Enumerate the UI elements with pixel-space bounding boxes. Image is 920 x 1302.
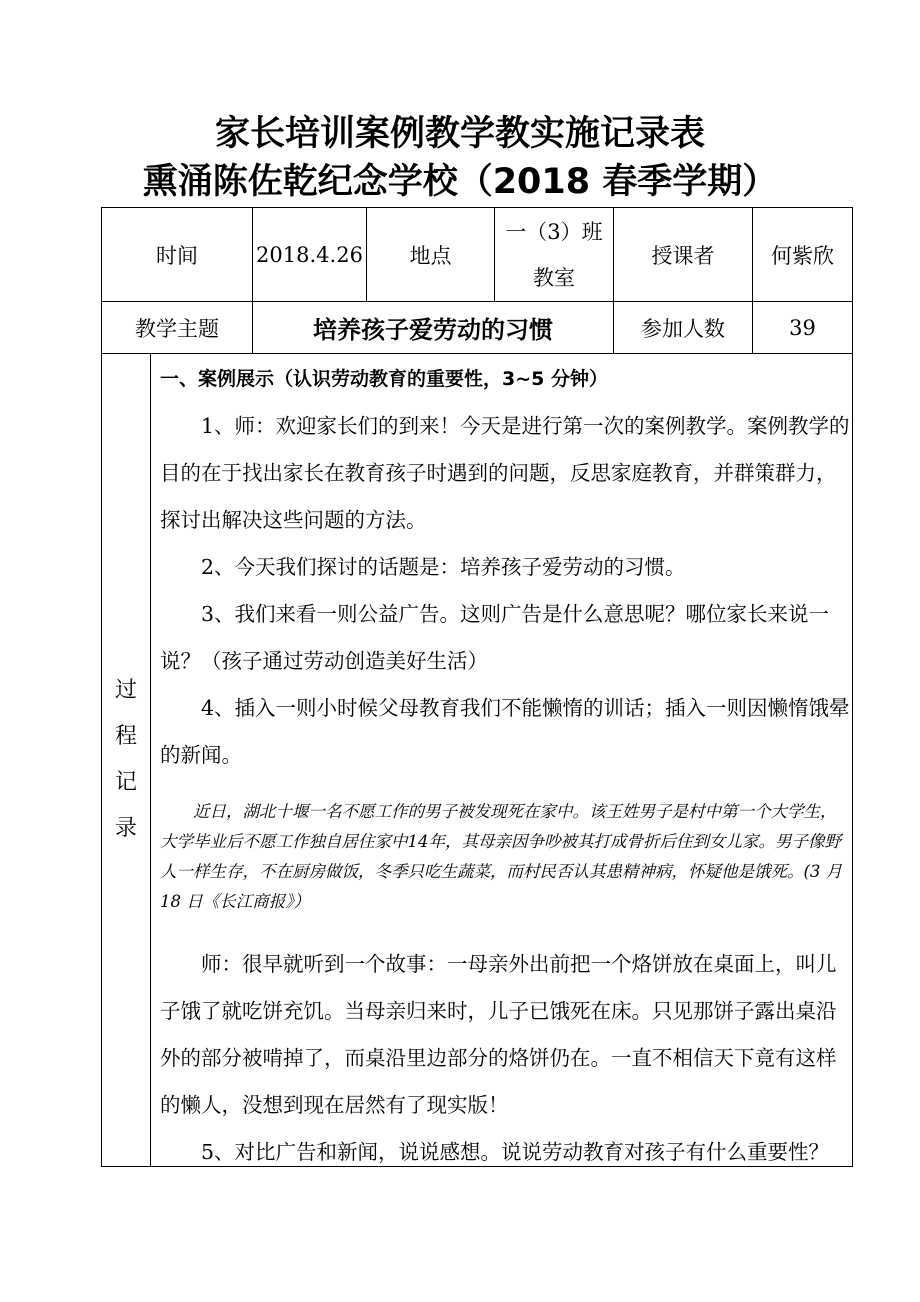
process-col-line [150, 353, 151, 1166]
process-label-char: 录 [114, 816, 137, 841]
process-label-char: 程 [114, 724, 137, 749]
count-value: 39 [789, 315, 816, 340]
process-label-char: 过 [114, 678, 137, 703]
teacher-label: 授课者 [651, 243, 715, 268]
place-value [495, 208, 613, 301]
row2-divider [101, 353, 853, 354]
document-title: 家长培训案例教学教实施记录表 [214, 114, 705, 154]
time-label: 时间 [156, 243, 198, 268]
section-heading: 一、案例展示（认识劳动教育的重要性，3~5 分钟） [160, 368, 608, 390]
paragraph-1: 1、师：欢迎家长们的到来！今天是进行第一次的案例教学。案例教学的目的在于找出家长在教育孩子时遇到的问题，反思家庭教育，并群策群力，探讨出解决这些问题的方法。 [160, 414, 850, 532]
teacher-value: 何紫欣 [771, 243, 834, 268]
count-label: 参加人数 [641, 316, 725, 341]
school-subtitle: 熏涌陈佐乾纪念学校（2018 春季学期） [142, 162, 778, 202]
place-label: 地点 [409, 243, 452, 268]
paragraph-story: 师：很早就听到一个故事：一母亲外出前把一个烙饼放在桌面上，叫儿子饿了就吃饼充饥。当母亲归来时，儿子已饿死在床。只见那饼子露出桌沿外的部分被啃掉了，而桌沿里边部分的烙饼仍在。一直不相信天下竟有这样的懒人，没想到现在居然有了现实版！ [160, 952, 837, 1117]
theme-value: 培养孩子爱劳动的习惯 [313, 316, 553, 344]
paragraph-4: 4、插入一则小时候父母教育我们不能懒惰的训话；插入一则因懒惰饿晕的新闻。 [160, 696, 850, 767]
theme-label: 教学主题 [135, 316, 219, 341]
news-quote: 近日，湖北十堰一名不愿工作的男子被发现死在家中。该王姓男子是村中第一个大学生，大学毕业后不愿工作独自居住家中14年，其母亲因争吵被其打成骨折后住到女儿家。男子像野人一样生存，不在厨房做饭，冬季只吃生蔬菜，而村民否认其患精神病，怀疑他是饿死。(3 月 18 日《长江商报》） [160, 802, 843, 911]
paragraph-5: 5、对比广告和新闻，说说感想。说说劳动教育对孩子有什么重要性？ [201, 1140, 830, 1164]
paragraph-3: 3、我们来看一则公益广告。这则广告是什么意思呢？哪位家长来说一说？（孩子通过劳动创造美好生活） [160, 602, 830, 673]
place-value-line1: 一（3）班 [505, 219, 603, 244]
time-value: 2018.4.26 [256, 242, 363, 267]
place-value-line2: 教室 [533, 265, 575, 290]
process-label-char: 记 [114, 770, 137, 795]
table-border-right [852, 207, 853, 1167]
process-content [160, 356, 852, 1176]
paragraph-2: 2、今天我们探讨的话题是：培养孩子爱劳动的习惯。 [201, 555, 686, 579]
process-record-label [102, 660, 150, 860]
